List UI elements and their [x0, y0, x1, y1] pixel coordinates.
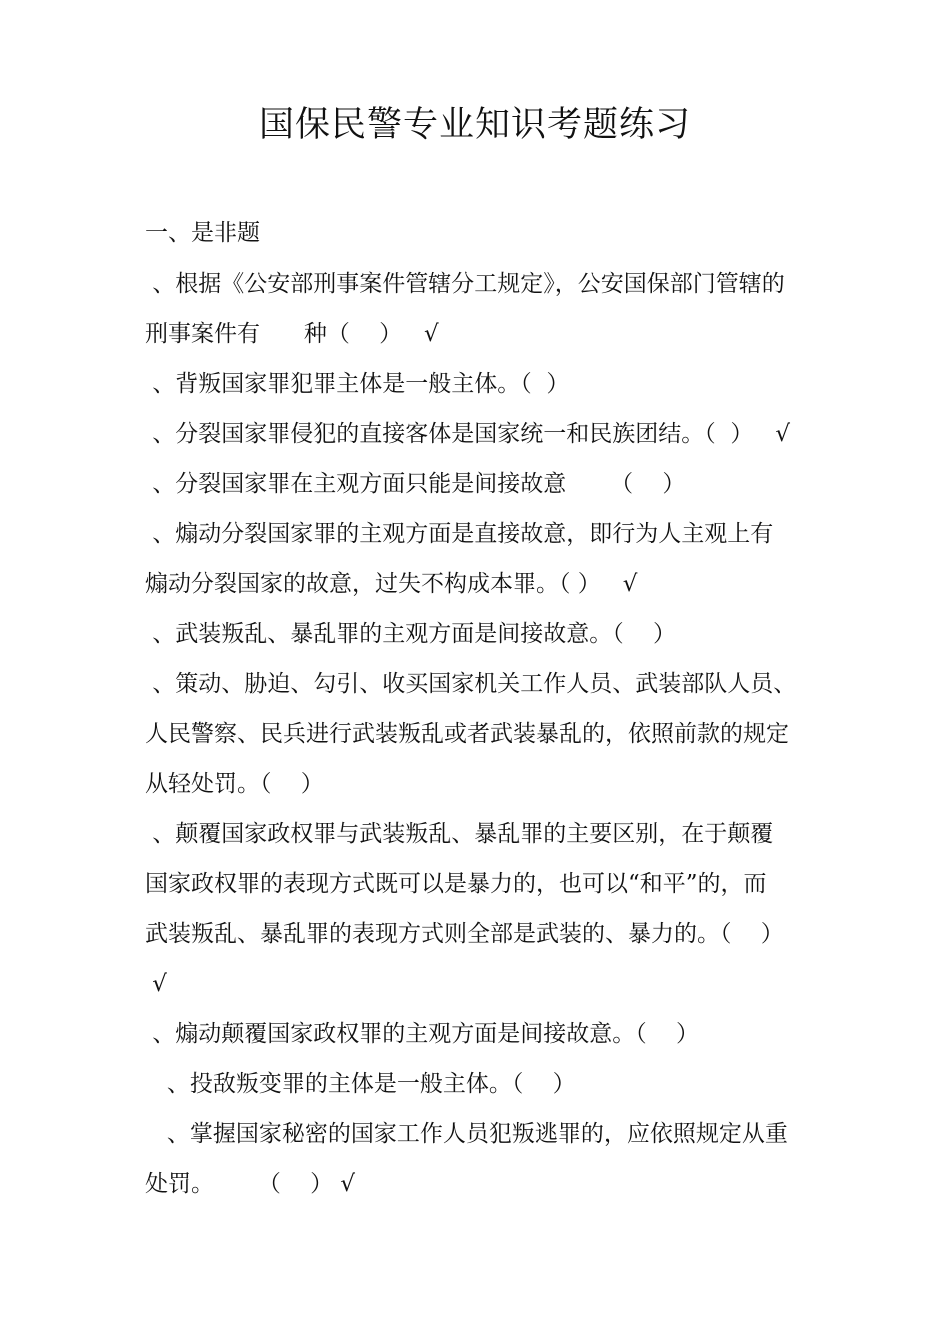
- document-title: 国保民警专业知识考题练习: [258, 105, 691, 145]
- question-line: 从轻处罚。（ ）: [145, 771, 324, 797]
- question-line: 、煽动颠覆国家政权罪的主观方面是间接故意。（ ）: [145, 1021, 700, 1047]
- question-line: 、策动、胁迫、勾引、收买国家机关工作人员、武装部队人员、: [145, 671, 797, 697]
- question-line: 、分裂国家罪侵犯的直接客体是国家统一和民族团结。（ ） √: [145, 421, 791, 447]
- question-line: 、根据《公安部刑事案件管辖分工规定》，公安国保部门管辖的: [145, 271, 785, 297]
- question-line: 、掌握国家秘密的国家工作人员犯叛逃罪的，应依照规定从重: [145, 1121, 788, 1147]
- question-line: 、分裂国家罪在主观方面只能是间接故意 （ ）: [145, 471, 686, 497]
- question-line: 刑事案件有 种（ ） √: [145, 321, 439, 347]
- question-line: √: [145, 971, 167, 997]
- question-line: 、背叛国家罪犯罪主体是一般主体。（ ）: [145, 371, 570, 397]
- question-line: 、颠覆国家政权罪与武装叛乱、暴乱罪的主要区别，在于颠覆: [145, 821, 774, 847]
- section-heading: 一、是非题: [145, 220, 260, 246]
- question-line: 、武装叛乱、暴乱罪的主观方面是间接故意。（ ）: [145, 621, 677, 647]
- question-line: 国家政权罪的表现方式既可以是暴力的，也可以“和平”的，而: [145, 871, 767, 897]
- question-line: 处罚。 （ ） √: [145, 1171, 356, 1197]
- question-line: 、投敌叛变罪的主体是一般主体。（ ）: [145, 1071, 576, 1097]
- question-line: 武装叛乱、暴乱罪的表现方式则全部是武装的、暴力的。（ ）: [145, 921, 784, 947]
- question-line: 人民警察、民兵进行武装叛乱或者武装暴乱的，依照前款的规定: [145, 721, 789, 747]
- question-list: [145, 264, 810, 1214]
- question-line: 、煽动分裂国家罪的主观方面是直接故意，即行为人主观上有: [145, 521, 774, 547]
- question-line: 煽动分裂国家的故意，过失不构成本罪。（ ） √: [145, 571, 638, 597]
